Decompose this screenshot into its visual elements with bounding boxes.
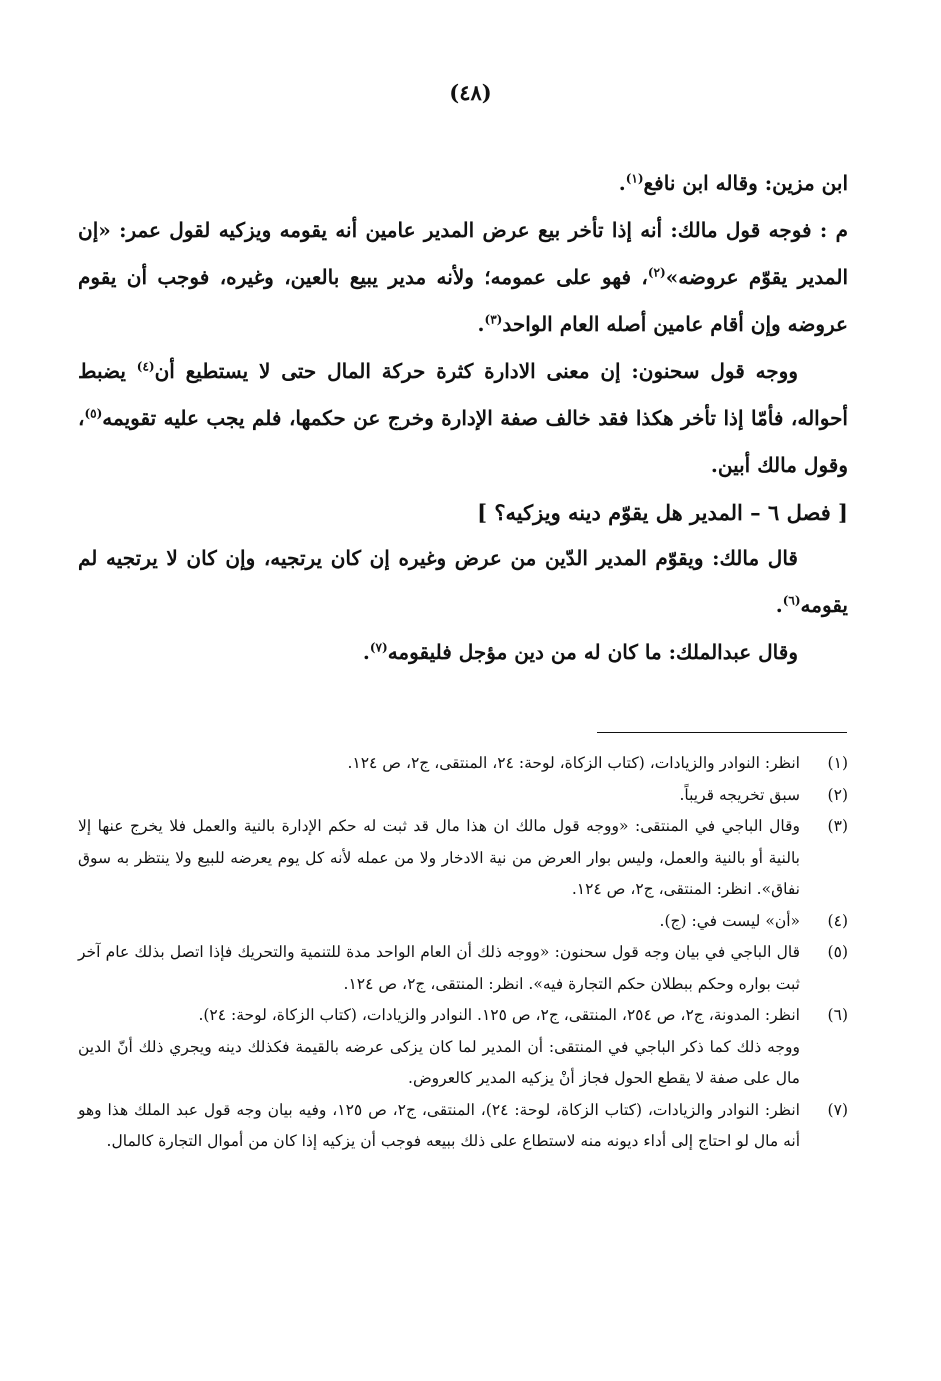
paragraph-5-tail: . [362, 640, 370, 664]
paragraph-1 [78, 160, 848, 207]
footnote-separator [597, 732, 847, 733]
footnote-text: سبق تخريجه قريباً. [679, 785, 800, 804]
footnote-text: وقال الباجي في المنتقى: «ووجه قول مالك ان هذا مال قد ثبت له حكم الإدارة بالنية والعمل فلا يخرج عنها إلا بالنية أو بالنية والعمل، وليس بوار العرض من نية الادخار ولا من عمله لأنه كل يوم يعرضه للبيع ولا ينتظر به سوق نفاق». انظر: المنتقى، ج٢، ص ١٢٤. [78, 817, 800, 898]
footnote-text: انظر: المدونة، ج٢، ص ٢٥٤، المنتقى، ج٢، ص ١٢٥. النوادر والزيادات، (كتاب الزكاة، لوحة: ٢٤). [198, 1006, 800, 1024]
footnote-6-continuation: ووجه ذلك كما ذكر الباجي في المنتقى: أن المدير لما كان يزكى عرضه بالقيمة فكذلك دينه ويجري ذلك أنّ الدين مال على صفة لا يقطع الحول فجاز أنْ يزكيه المدير كالعروض. [78, 1037, 800, 1087]
footnotes [78, 748, 848, 1158]
footnote-number: (٣) [827, 817, 848, 835]
footnote-ref-1[interactable]: (١) [625, 171, 644, 186]
footnote-text: انظر: النوادر والزيادات، (كتاب الزكاة، لوحة: ٢٤، المنتقى، ج٢، ص ١٢٤. [347, 754, 800, 772]
footnote-3 [78, 811, 848, 906]
footnote-number: (٢) [827, 785, 848, 804]
paragraph-3 [78, 348, 848, 489]
paragraph-4-text: قال مالك: ويقوّم المدير الدّين من عرض وغيره إن كان يرتجيه، وإن كان لا يرتجيه لم يقومه [78, 546, 848, 617]
paragraph-3-text: ووجه قول سحنون: إن معنى الادارة كثرة حركة المال حتى لا يستطيع أن [154, 359, 798, 383]
footnote-ref-2[interactable]: (٢) [647, 265, 666, 280]
paragraph-1-text: ابن مزين: وقاله ابن نافع [643, 171, 848, 195]
section-heading: [ فصل ٦ – المدير هل يقوّم دينه ويزكيه؟ ] [477, 500, 848, 525]
footnote-number: (٤) [827, 911, 848, 930]
footnote-number: (٦) [827, 1006, 848, 1024]
footnote-ref-7[interactable]: (٧) [369, 640, 388, 655]
paragraph-3-text-2: يضبط أحواله، فأمّا إذا تأخر هكذا فقد خالف صفة الإدارة وخرج عن حكمها، فلم يجب عليه تقويمه [78, 359, 848, 430]
paragraph-5-text: وقال عبدالملك: ما كان له من دين مؤجل فليقومه [387, 640, 798, 664]
paragraph-5 [78, 629, 848, 676]
footnote-ref-3[interactable]: (٣) [484, 312, 503, 327]
footnote-5 [78, 937, 848, 1000]
footnote-2 [78, 780, 848, 812]
paragraph-4-tail: . [775, 593, 783, 617]
footnote-text: انظر: النوادر والزيادات، (كتاب الزكاة، لوحة: ٢٤)، المنتقى، ج٢، ص ١٢٥، وفيه بيان وجه قول عبد الملك هذا وهو أنه مال لو احتاج إلى أداء ديونه منه لاستطاع على ذلك ببيعه فوجب أن يزكيه إذا كان من أموال التجارة كالمال. [78, 1100, 800, 1150]
footnote-number: (٥) [827, 943, 848, 961]
paragraph-1-tail: . [618, 171, 626, 195]
footnote-number: (١) [827, 754, 848, 772]
main-text [78, 160, 848, 676]
paragraph-2-text: م : فوجه قول مالك: أنه إذا تأخر بيع عرض المدير عامين أنه يقومه ويزكيه لقول عمر: «إن المدير يقوّم عروضه» [78, 218, 848, 289]
footnote-ref-5[interactable]: (٥) [84, 406, 103, 421]
footnote-text: «أن» ليست في: (ج). [659, 911, 800, 930]
footnote-7 [78, 1095, 848, 1158]
footnote-number: (٧) [827, 1100, 848, 1119]
paragraph-3-tail: ، وقول مالك أبين. [78, 406, 848, 477]
footnote-4 [78, 906, 848, 938]
footnote-text: قال الباجي في بيان وجه قول سحنون: «ووجه ذلك أن العام الواحد مدة للتنمية والتحريك فإذا اتصل بذلك عام آخر ثبت بواره وحكم ببطلان حكم التجارة فيه». انظر: المنتقى، ج٢، ص ١٢٤. [78, 943, 800, 993]
paragraph-2 [78, 207, 848, 348]
paragraph-2-text-2: ، فهو على عمومه؛ ولأنه مدير يبيع بالعين، وغيره، فوجب أن يقوم عروضه وإن أقام عامين أصله العام الواحد [78, 265, 848, 336]
paragraph-4 [78, 535, 848, 629]
page-number: (٤٨) [449, 80, 492, 105]
paragraph-2-tail: . [477, 312, 485, 336]
footnote-6 [78, 1000, 848, 1032]
footnote-ref-6[interactable]: (٦) [782, 593, 801, 608]
footnote-ref-4[interactable]: (٤) [136, 359, 155, 374]
footnote-1 [78, 748, 848, 780]
